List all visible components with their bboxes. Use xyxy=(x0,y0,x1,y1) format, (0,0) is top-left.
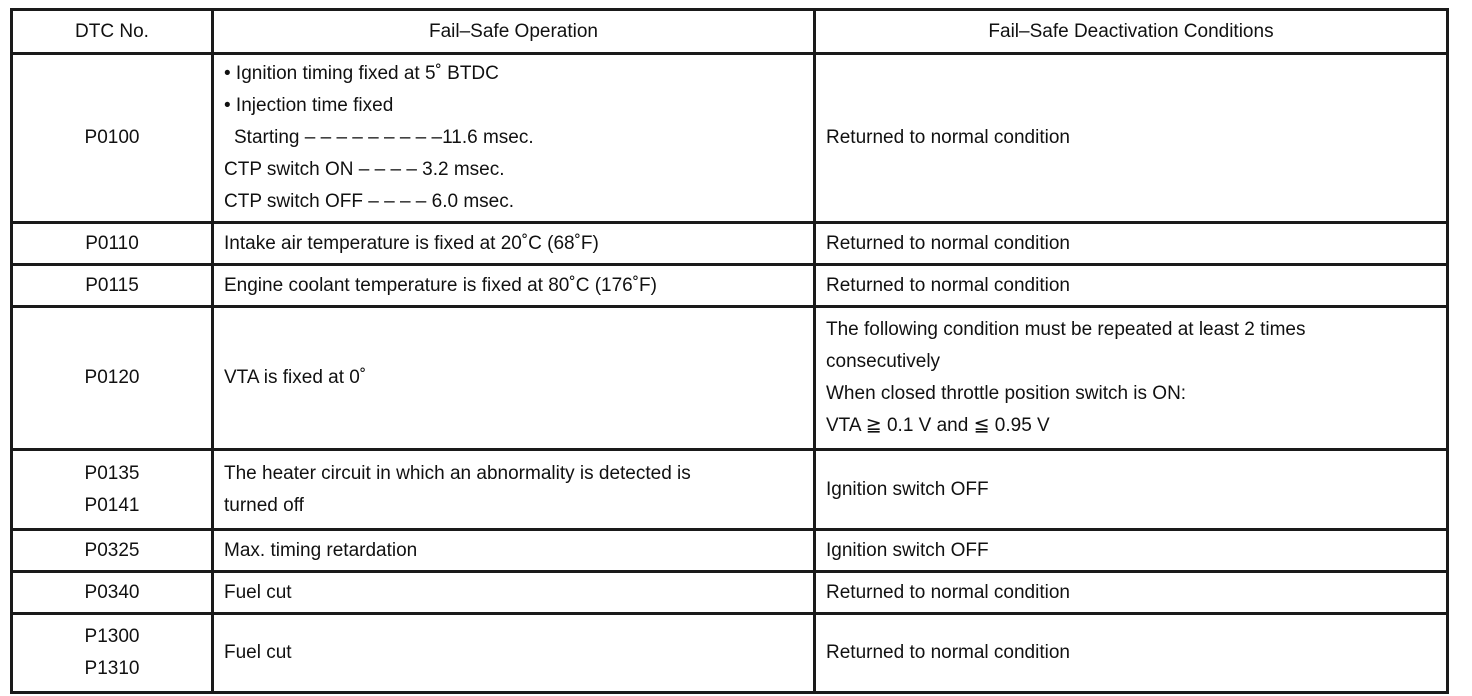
table-header xyxy=(12,10,1448,54)
operation-line: Max. timing retardation xyxy=(224,539,418,561)
dtc-cell xyxy=(12,307,213,450)
table-row xyxy=(12,530,1448,572)
condition-line: Returned to normal condition xyxy=(826,127,1070,148)
table-row xyxy=(12,54,1448,223)
dtc-code: P0110 xyxy=(85,232,139,254)
dtc-code: P0120 xyxy=(84,367,140,388)
operation-cell xyxy=(213,572,815,614)
dtc-cell xyxy=(12,572,213,614)
conditions-cell xyxy=(815,54,1448,223)
table-row xyxy=(12,572,1448,614)
operation-line: • Ignition timing fixed at 5˚ BTDC xyxy=(224,63,499,84)
dtc-cell xyxy=(12,223,213,265)
dtc-cell xyxy=(12,530,213,572)
conditions-cell xyxy=(815,572,1448,614)
dtc-code: P1300 xyxy=(84,626,140,647)
conditions-cell xyxy=(815,530,1448,572)
condition-line: When closed throttle position switch is ON: xyxy=(826,383,1187,404)
condition-line: consecutively xyxy=(826,351,941,372)
operation-line: turned off xyxy=(224,494,304,516)
dtc-cell xyxy=(12,265,213,307)
operation-cell xyxy=(213,614,815,693)
fail-safe-table xyxy=(10,8,1449,694)
operation-cell xyxy=(213,530,815,572)
dtc-cell xyxy=(12,54,213,223)
table-row xyxy=(12,450,1448,530)
table-body xyxy=(12,54,1448,693)
dtc-code: P0340 xyxy=(84,581,140,603)
operation-line: The heater circuit in which an abnormality is detected is xyxy=(224,462,691,484)
operation-cell xyxy=(213,54,815,223)
operation-line: CTP switch ON – – – – 3.2 msec. xyxy=(224,159,505,180)
table-row xyxy=(12,307,1448,450)
conditions-cell xyxy=(815,223,1448,265)
operation-cell xyxy=(213,265,815,307)
dtc-code: P0325 xyxy=(84,539,140,561)
operation-line: CTP switch OFF – – – – 6.0 msec. xyxy=(224,191,515,212)
operation-line: VTA is fixed at 0˚ xyxy=(224,367,367,388)
conditions-cell xyxy=(815,307,1448,450)
dtc-code: P1310 xyxy=(84,658,140,679)
operation-cell xyxy=(213,223,815,265)
operation-cell xyxy=(213,307,815,450)
dtc-cell xyxy=(12,450,213,530)
condition-line: Returned to normal condition xyxy=(826,581,1070,603)
operation-line: Starting – – – – – – – – –11.6 msec. xyxy=(234,127,534,148)
header-deactivation-conditions: Fail–Safe Deactivation Conditions xyxy=(815,10,1448,54)
condition-line: VTA ≧ 0.1 V and ≦ 0.95 V xyxy=(826,415,1050,436)
dtc-code: P0135 xyxy=(84,462,140,484)
conditions-cell xyxy=(815,265,1448,307)
header-dtc-no: DTC No. xyxy=(12,10,213,54)
header-row xyxy=(12,10,1448,54)
conditions-cell xyxy=(815,450,1448,530)
operation-line: • Injection time fixed xyxy=(224,95,394,116)
dtc-code: P0100 xyxy=(84,127,140,148)
operation-cell xyxy=(213,450,815,530)
table-row xyxy=(12,614,1448,693)
condition-line: Ignition switch OFF xyxy=(826,539,989,561)
dtc-code: P0141 xyxy=(84,494,140,516)
condition-line: Returned to normal condition xyxy=(826,232,1070,254)
conditions-cell xyxy=(815,614,1448,693)
condition-line: The following condition must be repeated at least 2 times xyxy=(826,319,1306,340)
operation-line: Intake air temperature is fixed at 20˚C (68˚F) xyxy=(224,232,599,254)
header-fail-safe-operation: Fail–Safe Operation xyxy=(213,10,815,54)
table-row xyxy=(12,223,1448,265)
condition-line: Returned to normal condition xyxy=(826,642,1070,663)
operation-line: Fuel cut xyxy=(224,642,292,663)
operation-line: Fuel cut xyxy=(224,581,292,603)
condition-line: Ignition switch OFF xyxy=(826,478,989,500)
table-row xyxy=(12,265,1448,307)
operation-line: Engine coolant temperature is fixed at 80˚C (176˚F) xyxy=(224,274,657,296)
condition-line: Returned to normal condition xyxy=(826,274,1070,296)
dtc-code: P0115 xyxy=(85,274,139,296)
dtc-cell xyxy=(12,614,213,693)
